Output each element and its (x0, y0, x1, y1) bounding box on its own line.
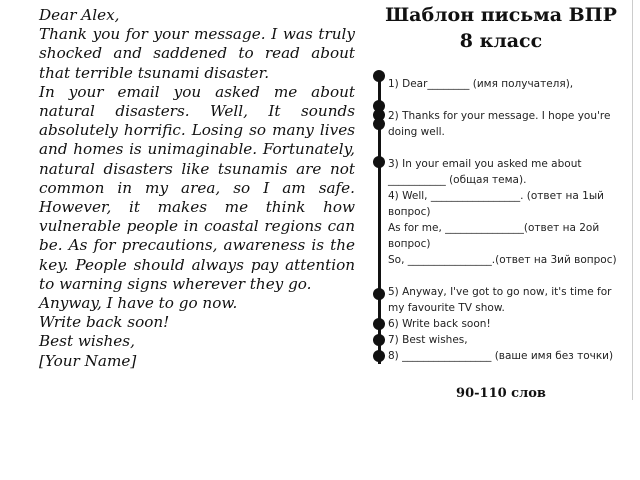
template-item: So, ________________.(ответ на 3ий вопрос) (388, 254, 617, 266)
timeline-dot (373, 350, 385, 362)
template-item: 7) Best wishes, (388, 334, 468, 346)
template-item: 4) Well, _________________. (ответ на 1ый вопрос) (388, 190, 604, 218)
right-edge-divider (632, 0, 633, 400)
template-item: 8) _________________ (ваше имя без точки) (388, 350, 614, 362)
timeline-dot (373, 118, 385, 130)
template-item: 1) Dear________ (имя получателя), (388, 78, 574, 90)
timeline-dot (373, 70, 385, 82)
template-title: Шаблон письма ВПР (385, 4, 617, 26)
letter-closing-1: Anyway, I have to go now. (39, 294, 238, 313)
template-item: 2) Thanks for your message. I hope you're doing well. (388, 110, 611, 138)
letter-text (39, 6, 355, 371)
template-item: 3) In your email you asked me about ___________ (общая тема). (388, 158, 582, 186)
timeline-dot (373, 288, 385, 300)
timeline-dot (373, 334, 385, 346)
template-item: As for me, _______________(ответ на 2ой вопрос) (388, 222, 600, 250)
timeline-dot (373, 318, 385, 330)
template-grade: 8 класс (459, 30, 543, 52)
letter-paragraph-1: Thank you for your message. I was truly shocked and saddened to read about that terrible tsunami disaster. (39, 25, 355, 82)
template-item: 6) Write back soon! (388, 318, 491, 330)
letter-signature: [Your Name] (39, 351, 137, 370)
template-item: 5) Anyway, I've got to go now, it's time for my favourite TV show. (388, 286, 612, 314)
word-count: 90-110 слов (456, 386, 546, 401)
letter-greeting: Dear Alex, (39, 6, 120, 24)
letter-closing-2: Write back soon! (39, 313, 170, 332)
letter-closing-3: Best wishes, (39, 332, 135, 351)
timeline-dot (373, 156, 385, 168)
letter-paragraph-2: In your email you asked me about natural disasters. Well, It sounds absolutely horrific. Losing so many lives and homes is unimaginable. Fortunately, natural disasters like tsunamis are not common in my area, so I am safe. However, it makes me think how vulnerable people in coastal regions can be. As for precautions, awareness is the key. People should always pay attention to warning signs wherever they go. (39, 82, 355, 293)
